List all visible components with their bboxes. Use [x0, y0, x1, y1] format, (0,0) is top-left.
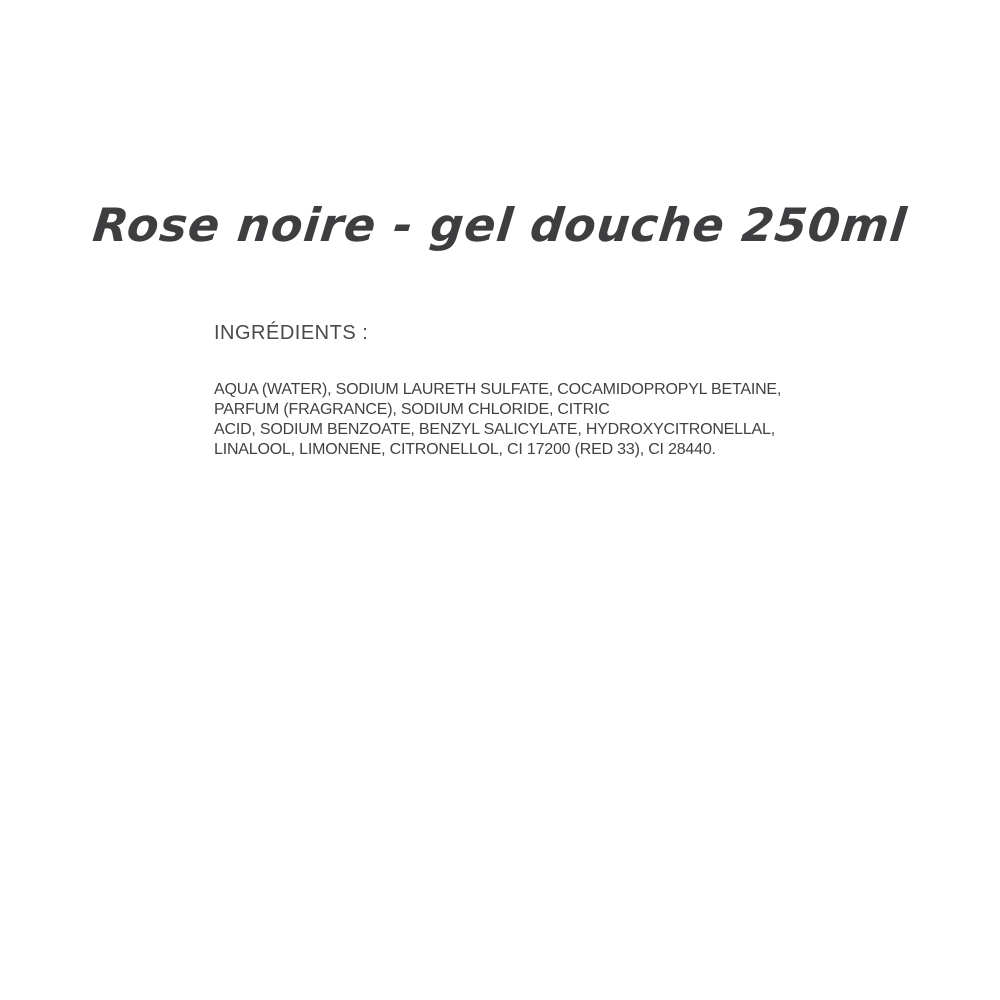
ingredients-line: AQUA (WATER), SODIUM LAURETH SULFATE, COCAMIDOPROPYL BETAINE, [214, 381, 782, 398]
ingredients-line: LINALOOL, LIMONENE, CITRONELLOL, CI 17200 (RED 33), CI 28440. [214, 441, 716, 458]
ingredients-line: ACID, SODIUM BENZOATE, BENZYL SALICYLATE, HYDROXYCITRONELLAL, [214, 421, 775, 438]
ingredients-line: PARFUM (FRAGRANCE), SODIUM CHLORIDE, CITRIC [214, 401, 610, 418]
ingredients-text [214, 380, 794, 460]
ingredients-heading: INGRÉDIENTS : [214, 322, 369, 344]
product-title: Rose noire - gel douche 250ml [90, 198, 910, 252]
